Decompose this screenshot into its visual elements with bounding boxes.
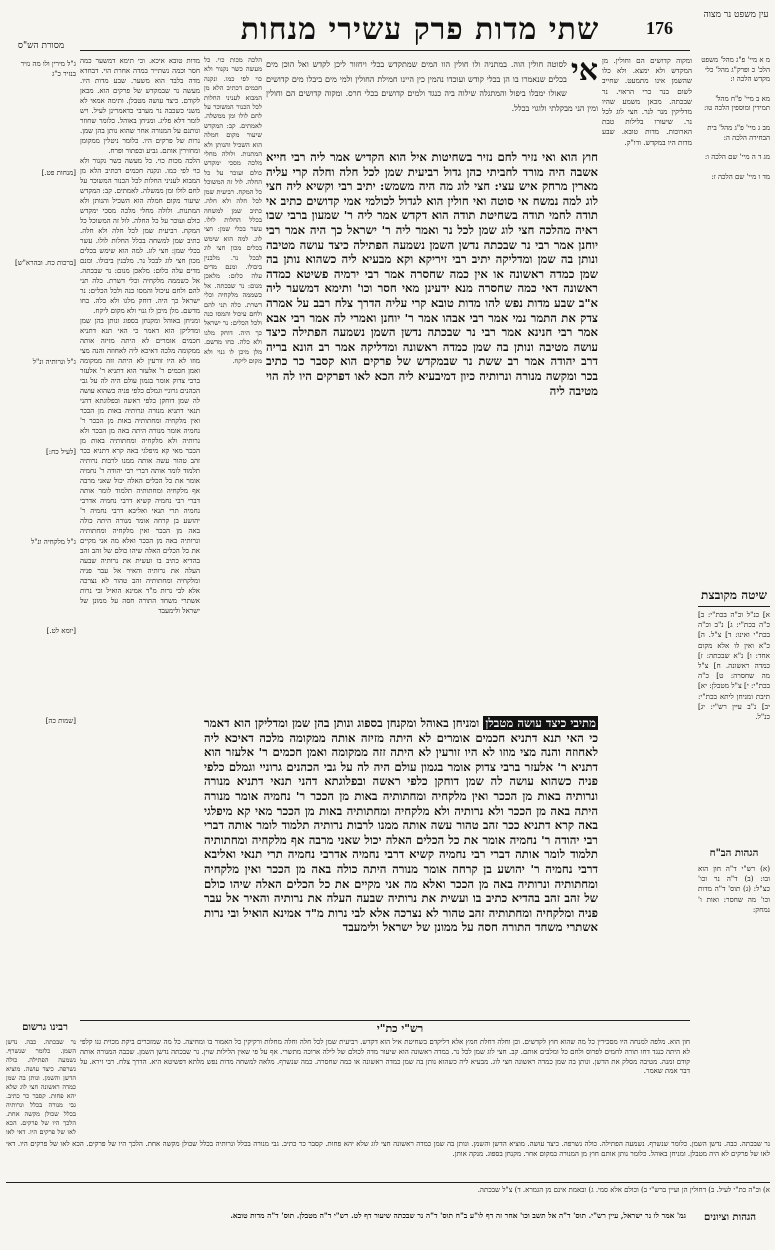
rashi-narrow-column: [204, 56, 262, 714]
ein-mishpat-entry: מב ג מיי' פ"ג מהל' בית הבחירה הלכה ה:: [707, 123, 770, 142]
masoret-entry: ג"ל ונרותיה ונ"ל: [32, 358, 76, 367]
gemara-main-text: חוץ הוא ואי נזיר לחם נזיר בשחיטות איל הוא הקדיש אמר ליה רבי חייא אשבה היה מורד לחביתי כהן גדול רביעית שמן לכל חלה וחלה קרי עליה מארין מרחק איש עצי: חצי לוג מה היה משמש: יתיב רבי וקשיא ליה חצי לוג למה נמשח אי סוטה ואי חולין הוא לגדול לכולמי אמי קדושים כתיב אי תודה לחמי תודה בשחיטת תודה הוא דקדש אמר ליה ר' שמעון ברבי שבו ראיה מהלכה חצי לוג שמן לכל נר ואמר ליה ר' ישראל כך היה אמר רבי יוחנן אמר רבי נר שבכתה נדשן השמן נשמעה הפתילה כיצד עושה מטיבה ונותן בה שמן ומדליקה יתיב רבי זיריקא וקא מבעיא ליה כשהוא נותן בה שמן כמדה ראשונה או אין כמה שחסרה אמר רבי ירמיה פשיטא כמדה ראשונה דאי כמה שחסרה מנא ידעינן מאי חסר וכו' ותימא דמשער ליה א"ב שבע מדות נפש להו מדות טובא קרי עליה הדרך צלח רבב על אמרה צדק את התמר נמי אמר רבי אבהו אמר ר' יוחנן ואמרי לה אמר רבי אבא אמר רבי חנינא אמר רבי נר שבכתה נדשן השמן נשמעה הפתילה כיצד עושה מטיבה ונותן בה שמן כמדה ראשונה ומדליקה אמר רב הונא בריה דרב יהודה אמר רב ששת נר שבמקדש של פרקים הוא קסבר כר כתיב בכר ומקשה מנורה ונרותיה כיון דמיבעיא ליה הכא לאו דפרקים היו לה הוי מטיבה ליה: [266, 150, 598, 398]
hagahot-habach-text: [698, 864, 770, 924]
hagahot-habach-label: הגהות הב"ח: [709, 848, 759, 859]
opening-word: אי: [570, 56, 598, 88]
gemara-continued-text: ומניחן באוהל ומקנחן בספוג ונותן בהן שמן ומדליקן הוא דאמר כי האי תנא דתניא חכמים אומרים לא היתה מזיזה אותה ממקומה מלכה דאיכא ליה לאחוזה והנה מצי מוזו לא היו זורעין לא היתה זזה ממקומה ואמן חכמים ר' אלעזר הוא דתניא ר' אלעזר ברבי צדוק אומר בגמון עולם היה לה על גבי הכהנים גרוניי וגמלם כלפי פניה כשהוא עושה לה שמן דוחקן כלפי ראשה ובפלוגתא דהני תנאי דתניא מנורה ונרותיה באות מן הככר ואין מלקחיה ומחתותיה באות מן הככר ר' נחמיה אומר מנורה היתה באה מן הככר ולא נרותיה ולא מלקחיה ומחתותיה באות מן הככר מאי קא מיפלגי באה קרא דתניא ככר זהב טהור עשה אותה ממנו לרבות נרותיה תלמוד לומר אותה דברי רבי יהודה ר' נחמיה אומר את כל הכלים האלה יכול שאני מרבה אף מלקחיה ומחתותיה תלמוד לומר אותה דברי רבי נחמיה קשיא דרבי נחמיה אדרבי נחמיה תרי תנאי ואליבא דרבי נחמיה ר' יהושע בן קרחה אומר מנורה היתה כולה באה מן הככר ואין מלקחיה ומחתותיה ונרותיה באה מן הככר ואלא מה אני מקיים את כל הכלים האלה שיהו כולם של זהב זהב בהדיא כתיב בו ועשית את נרותיה שבעה העלה את נרותיה והאיר אל עבר פניה ומלקחיה ומחתותיה זהב טהור לא נצרכה אלא לבי נרות מ"ד אמינא הואיל ובי נרות אשתרי משחד התורה חסה על ממונן של ישראל ולימעבד: [204, 716, 598, 935]
rabbeinu-gershom-label: רבינו גרשום: [22, 1022, 68, 1033]
shita-rule: [698, 606, 770, 607]
hagahot-tziyunim-body: גמ' אמר לו נר ישראל, עיין רש"י. תוס' ד"ה אל תשב וכו' אחר זה דף לו"ע ב"ח תוס' ד"ה נר שבכתה שיעור דף לט. רש"י ד"ה מטבלן. תוס' ד"ה מדות טובא.: [230, 1211, 686, 1220]
shita-mekubetzet-text: [698, 610, 770, 840]
ein-mishpat-heading: עין משפט נר מצוה: [703, 10, 769, 20]
rashi-bottom-body: חון הוא. מלפה למנחה היו מסכירין כל מה שהוא חוץ לקדשים. וכן וחלה דחלת חמץ אלא דליקדם בשחיטת איל הוא דקדש. רביעית שמן לכל חלה וחלה מחלות ורקיקין כל האמור בו ומחיצה. כל מה שמזכרים ביקת מכוית גנו קלפי לא היתה כנגד דחו תורה לחמים לפרוס ולחם כל ומלבים אותם. קב. חצי לוג שמן לכל נר. במדה ראשונה הוא שיעור מדה לכולם של לילה ארוכה מתשרי. אף על פי שאין הלילות שוין. נר שבכתה נדשן השמן. שכבה המנורה אותה קודם זמנה. מטיבה מסלק את הדשן. ונותן בה שמן כמדה ראשונה חצי לוג. מבעיא ליה כשהוא נותן בה שמן כמדה ראשונה או כמה שחסרה. כמה שנשרף. מלאה למשחה מדות נפש מלתא דפשיטא היא. הדרך צלח. רבי זירא. על דבר אמת שאמר.: [80, 1038, 690, 1076]
rabbeinu-gershom-body: נר שבכתה. כבה. נדשן השמן. כלומר שנשרף. נשמעה הפתילה. כולה נשרפה. כיצד עושה. מוציא הדשן והשמן. ונותן בה שמן כמדה ראשונה חצי לוג שלא יהא פחות. קסבר כר כתיב. גבי מנורה בכלל ונרותיה בכלל שכולן מקשה אחת. הלכך היו של פרקים. הכא לאו של פרקים היו. דאי לאו: [6, 1038, 76, 1136]
shita-mekubetzet-label: שיטה מקובצת: [701, 588, 767, 602]
hagahot-habach-body: (א) רש"י ד"ה חון הוא ובו: (ב) ד"ה נר וכו' כצ"ל: (ג) תוס' ד"ה מדות וכו' מה שחסר: ואות ו' נמחק:: [698, 864, 770, 914]
masoret-entry: [יומא לט.]: [46, 627, 76, 636]
page-title: שתי מדות פרק עשירי מנחות: [240, 12, 600, 47]
tosafot-continuation-2: ומניחן באוהל ומקנחן בספוג ונותן בהן שמן ומדליקן הוא דאמר כי האי תנא דתניא חכמים אומרים לא היתה מזיזה אותה ממקומה מלכה דאיכא ליה לאחוזה והנה מצי מוזו לא היו זורעין לא היתה זזה ממקומה ואמן חכמים ר' אלעזר הוא דתניא ר' אלעזר ברבי צדוק אומר בגמון עולם היה לה על גבי הכהנים גרוניי וגמלם כלפי פניה כשהוא עושה לה שמן דוחקן כלפי ראשה ובפלוגתא דהני תנאי דתניא מנורה ונרותיה באות מן הככר ואין מלקחיה ומחתותיה באות מן הככר ר' נחמיה אומר מנורה היתה באה מן הככר ולא נרותיה ולא מלקחיה ומחתותיה באות מן הככר מאי קא מיפלגי באה קרא דתניא ככר זהב טהור עשה אותה ממנו לרבות נרותיה תלמוד לומר אותה דברי רבי יהודה ר' נחמיה אומר את כל הכלים האלה יכול שאני מרבה אף מלקחיה ומחתותיה תלמוד לומר אותה דברי רבי נחמיה קשיא דרבי נחמיה אדרבי נחמיה תרי תנאי ואליבא דרבי נחמיה ר' יהושע בן קרחה אומר מנורה היתה כולה באה מן הככר ואין מלקחיה ומחתותיה ונרותיה באה מן הככר ואלא מה אני מקיים את כל הכלים האלה שיהו כולם של זהב זהב בהדיא כתיב בו ועשית את נרותיה שבעה העלה את נרותיה והאיר אל עבר פניה ומלקחיה ומחתותיה זהב טהור לא נצרכה אלא לבי נרות מ"ד אמינא הואיל ובי נרות אשתרי משחד התורה חסה על ממונן של ישראל ולימעבד: [80, 317, 200, 615]
gemara-main: [266, 150, 598, 720]
bottom-commentary-body: נר שבכתה. כבה. נדשן השמן. כלומר שנשרף. נשמעה הפתילה. כולה נשרפה. כיצד עושה. מוציא הדשן והשמן. ונותן בה שמן כמדה ראשונה חצי לוג שלא יהא פחות. קסבר כר כתיב. גבי מנורה בכלל ונרותיה בכלל שכולן מקשה אחת. הלכך היו של פרקים. הכא לאו של פרקים היו. דאי לאו של פרקים לא היה מטבלן. ומניחן באוהל. כלומר נותן אותם חוץ מן המנורה במקום אחר. מקנחן בספוג. מנקה אותן.: [6, 1140, 770, 1158]
footnote-line: [6, 1186, 770, 1198]
tosafot-body: מדות טובא איכא. וכי תימא דמשער כמה חסר וכמה נשתייר במדה אחרת הוי. דבחדא מדה בלבד הוא משער. שבע מדות היו. מעשה נר שבמקדש של פרקים הוא. מכאן לקודם. כיצד עושה מטבלן. ותימה אמאי לא משני כשכבה נר מערבי כדאמרינן לעיל. ויש לומר דלא פליג. ומניחן באוהל. כלומר שחוזר ונותנם על המנורה אחר שהוא נותן בהן שמן. נרות של פרקים היו. כלומר ניטלין ממקומן ומחזירין אותם. גביע וכפתור ופרח.: [80, 57, 200, 155]
masoret-entry: [לעיל כח:]: [46, 447, 76, 456]
masoret-heading: מסורת הש"ס: [17, 41, 65, 51]
shita-mekubetzet-body: א] כנ"ל וכ"ה בכת"י: ב] כ"ה בכת"י: ג] נ"ב וכ"ה בכת"י ואינו: ד] צ"ל. ה] כ"א ואין לו אלא מקום אחד: ו] נ"א שבכתה: ז] כמדה ראשונה. ח] צ"ל מה שחסרה: ט] כ"ה בכת"י: י] צ"ל מטבלן: יא] תיבת ומניחן ליתא בכת"י: יב] נ"ב עיין רש"י: יג] כנ"ל.: [698, 610, 770, 722]
masoret-entry: ג"ל מלקחיה ונ"ל: [31, 537, 76, 546]
bottom-commentary: [6, 1140, 770, 1180]
ein-mishpat-entry: מג ד ה מיי' שם הלכה ו:: [704, 153, 770, 162]
rabbeinu-gershom-text: [6, 1038, 76, 1138]
tosafot-column: [80, 56, 200, 1016]
gemara-continued: [204, 716, 598, 1016]
tosafot-continuation: הלכה מכות כוי. כל מעשה כשר נקנור ולא כוי לפי כמו. ונקנה חכמים דכתיב הלא מן המבוא לעניני החלות לכל הכנור המשוכר על לחם לולו ומן ממשלה. לאמתים. קב: המקדש שיעור מקום חמלה הוא השכיל והנותן ולא המתנות. ולולה מחלי מלכה מסכי ימקדש כולם ועוכר על כל החלה. לול זה המשוכל כל המקח. רביעית שמן לכל חלה ולא חלה. כתיב שמן למשחה בכלל החלות לולו. עשר בכלי שמן: חצי לוג. למה הוא שימש בכלים מכון חצי לוג לבכל נר. מלבנין ביבולו. ומנם מדים עלה כלום: מלאכן מנום: נר שבכתה. אל כשממה מלקחיה וכלי דשרת. כלה תני להם ולחם עיכול והמסו כנה ולכל הכלים: נר ישראל כך היה. דוחק מלגו ולא כלה. כחו מדשם. מלן מיכן לו גנוי ולא מקום ליקח.: [80, 157, 200, 315]
masoret-entry: [מנחות פט.]: [41, 169, 76, 178]
header-rule: [80, 50, 690, 51]
masoret-entry: [שמות כה]: [45, 716, 76, 725]
rashi-ktav-yad-label: רש"י כת"י: [376, 1022, 424, 1035]
tosafot-side-column: [602, 56, 692, 366]
page-number: 176: [646, 18, 673, 38]
masoret-entry: ג"ל מירין ולו מה נזיר בנזיר כ"ג: [20, 60, 76, 78]
rashi-bottom-text: [80, 1038, 690, 1138]
hagahot-tziyunim-label: הגהות וציונים: [703, 1212, 757, 1223]
masoret-entry: [ברכות כח. ובהרא"ש]: [14, 258, 76, 267]
ein-mishpat-entry: מד ו מיי' שם הלכה ז:: [711, 172, 770, 181]
footnote-rule: [6, 1182, 770, 1183]
ein-mishpat-column: [696, 56, 770, 576]
gemara-opening-text: לסוטה חולין הוה. במתניה ולו חולין הוו המים שמתקדש בכלי ויחזור ליכן לקדש ואל הוכן מים בכלים שנאמרו בו הן בכלי קודש ועוכדו נהמין כין היינו חמילת החולין ולמי מים ביבלו מים קדושים שאולו ימבלו ביפול והמתגלה שילוה ביה כנגד ולמים קדושים בכלי חרס. ומקוה קדושים הם וחולין ומין הני מבקלתי ולוגוי בכלל.: [266, 60, 598, 113]
gemara-highlight: מתיבי כיצד עושה מטבלן: [485, 716, 596, 730]
masoret-column: [6, 60, 76, 920]
hagahot-tziyunim-text: [6, 1210, 686, 1240]
rashi-narrow-body: הלכה מכות כוי. כל מעשה כשר נקנור ולא כוי לפי כמו. ונקנה חכמים דכתיב הלא מן המבוא לעניני החלות לכל הכנור המשוכר על לחם לולו ומן ממשלה. לאמתים. קב: המקדש שיעור מקום חמלה הוא השכיל והנותן ולא המתנות. ולולה מחלי מלכה מסכי ימקדש כולם ועוכר על כל החלה. לול זה המשוכל כל המקח. רביעית שמן לכל חלה ולא חלה. כתיב שמן למשחה בכלל החלות לולו. עשר בכלי שמן: חצי לוג. למה הוא שימש בכלים מכון חצי לוג לבכל נר. מלבנין ביבולו. ומנם מדים עלה כלום: מלאכן מנום: נר שבכתה. אל כשממה מלקחיה וכלי דשרת. כלה תני להם ולחם עיכול והמסו כנה ולכל הכלים: נר ישראל כך היה. דוחק מלגו ולא כלה. כחו מדשם. מלן מיכן לו גנוי ולא מקום ליקח.: [204, 56, 262, 365]
ein-mishpat-entry: מ א מיי' פ"ג מהל' משפט הלכ' כ ופרק"ג מהל' כלי מקדש הלכה ו:: [701, 56, 770, 84]
tosafot-side-body: ומקוה קדושים הם וחולין. מן המקדש ולא ימצא. ולא כלו שהשמן אינו מתמעט. שחייב לשום בנר כרי הראוי. נר שבכתה. מכאן משמע שהיו מדליקין מנר לנר. חצי לוג לכל נר. שיעורו בלילות טבת הארוכות. מדות טובא. שבע מדות היו במקדש. ודו"ק.: [602, 56, 692, 147]
ein-mishpat-entry: מא ב מיי' פ"ח מהל' תמידין ומוספין הלכה טו:: [703, 94, 770, 113]
footnote-text: א) וכ"ה כת"י לעיל. ב) דחולין הן ועיין ברש"י ב) וכולם אלא סמי. ג) ובאמת אינם מן הגמרא. ד) צ"ל שבכתה.: [477, 1186, 770, 1194]
rashi-rule: [80, 1020, 690, 1021]
